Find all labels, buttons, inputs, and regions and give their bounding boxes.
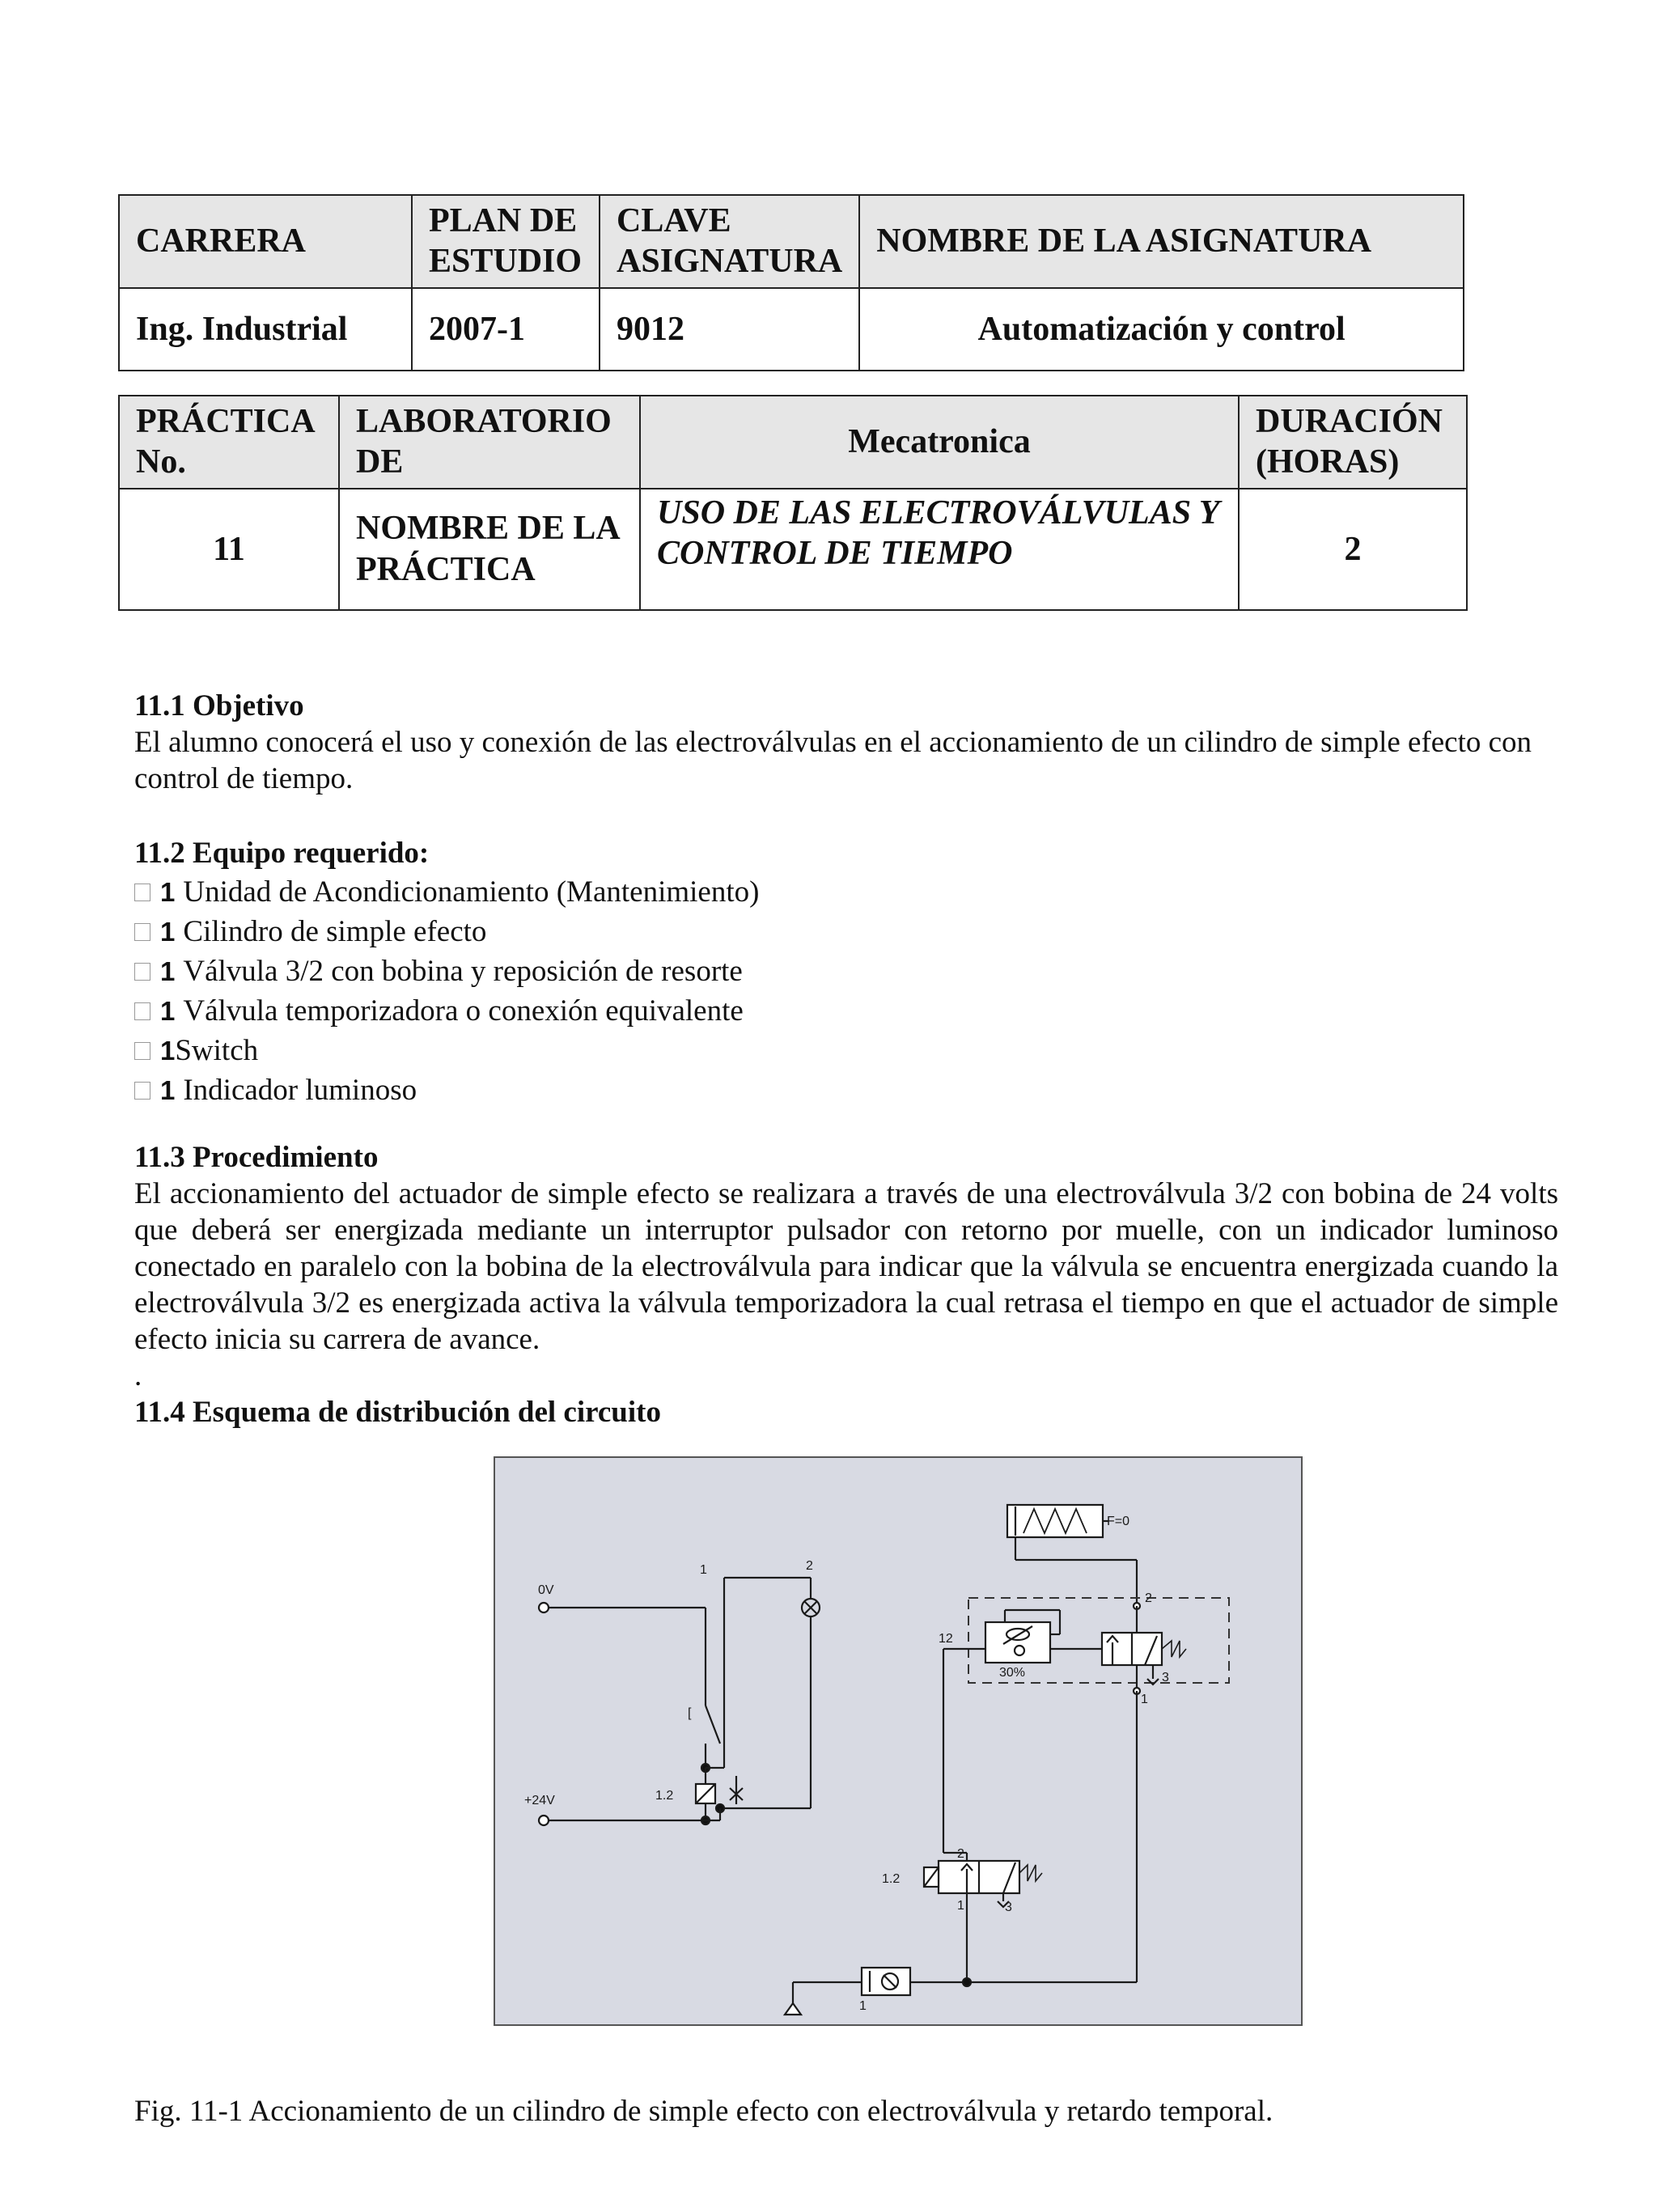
laboratorio-label: LABORATORIO DE (339, 396, 640, 489)
plan-header: PLAN DE ESTUDIO (412, 195, 600, 288)
diagram-background (494, 1457, 1302, 2025)
objetivo-section (134, 688, 1566, 797)
bullet-box-icon (134, 1082, 150, 1100)
label-port-2-top: 2 (1145, 1591, 1152, 1605)
terminal-0v (539, 1603, 549, 1612)
label-f0: F=0 (1107, 1515, 1130, 1528)
terminal-24v (539, 1816, 549, 1825)
equipo-title: 11.2 Equipo requerido: (134, 837, 430, 870)
course-info-table (118, 194, 1464, 371)
label-port-2-bottom: 2 (957, 1847, 964, 1861)
list-item: 1 Válvula temporizadora o conexión equivalente (134, 991, 759, 1031)
procedimiento-section (134, 1139, 1558, 1430)
label-switch: [ (688, 1706, 692, 1720)
circuit-diagram (494, 1456, 1303, 2026)
list-item: 1 Válvula 3/2 con bobina y reposición de resorte (134, 951, 759, 991)
clave-value: 9012 (600, 288, 859, 371)
stray-dot: . (134, 1359, 142, 1392)
carrera-header: CARRERA (119, 195, 412, 288)
practice-info-table (118, 395, 1468, 611)
label-2: 2 (806, 1559, 813, 1573)
objetivo-text: El alumno conocerá el uso y conexión de las electroválvulas en el accionamiento de un cilindro de simple efecto con control de tiempo. (134, 726, 1532, 795)
label-1-2-valve: 1.2 (882, 1872, 901, 1886)
label-port-3-top: 3 (1162, 1671, 1169, 1684)
duracion-value: 2 (1239, 489, 1467, 610)
duracion-label: DURACIÓN (HORAS) (1239, 396, 1467, 489)
objetivo-title: 11.1 Objetivo (134, 689, 304, 723)
procedimiento-text: El accionamiento del actuador de simple efecto se realizara a través de una electroválvula 3/2 con bobina de 24 volts que deberá ser energizada mediante un interruptor pulsador con retorno por muelle, con un indicador luminoso conectado en paralelo con la bobina de la electroválvula para indicar que la válvula se encuentra energizada cuando la electroválvula 3/2 es energizada activa la válvula temporizadora la cual retrasa el tiempo en que el actuador de simple efecto inicia su carrera de avance. (134, 1177, 1558, 1356)
nombre-value: USO DE LAS ELECTROVÁLVULAS Y CONTROL DE TIEMPO (640, 489, 1239, 610)
list-item: 1 Indicador luminoso (134, 1070, 759, 1110)
esquema-title: 11.4 Esquema de distribución del circuito (134, 1396, 661, 1429)
label-1: 1 (700, 1563, 707, 1577)
list-item: 1 Cilindro de simple efecto (134, 912, 759, 951)
laboratorio-value: Mecatronica (640, 396, 1239, 489)
list-item: 1 Unidad de Acondicionamiento (Mantenimiento) (134, 872, 759, 912)
list-item: 1 Switch (134, 1031, 759, 1070)
bullet-box-icon (134, 1002, 150, 1020)
bullet-box-icon (134, 884, 150, 901)
carrera-value: Ing. Industrial (119, 288, 412, 371)
plan-value: 2007-1 (412, 288, 600, 371)
label-port-12: 12 (939, 1632, 953, 1646)
practica-number: 11 (119, 489, 339, 610)
procedimiento-title: 11.3 Procedimiento (134, 1141, 379, 1174)
bullet-box-icon (134, 963, 150, 981)
label-24v: +24V (524, 1794, 555, 1807)
bullet-box-icon (134, 923, 150, 941)
label-port-1-bottom: 1 (957, 1899, 964, 1913)
label-port-3-bottom: 3 (1005, 1901, 1012, 1914)
bullet-box-icon (134, 1042, 150, 1060)
asignatura-value: Automatización y control (859, 288, 1464, 371)
label-port-1-top: 1 (1141, 1693, 1148, 1706)
figure-caption: Fig. 11-1 Accionamiento de un cilindro de simple efecto con electroválvula y retardo temporal. (134, 2095, 1273, 2128)
label-1-2-coil: 1.2 (655, 1789, 674, 1803)
label-filter-1: 1 (859, 1999, 867, 2013)
asignatura-header: NOMBRE DE LA ASIGNATURA (859, 195, 1464, 288)
practica-label: PRÁCTICA No. (119, 396, 339, 489)
equipo-section (134, 835, 759, 1110)
label-30-percent: 30% (999, 1666, 1026, 1680)
clave-header: CLAVE ASIGNATURA (600, 195, 859, 288)
label-0v: 0V (538, 1583, 554, 1597)
nombre-label: NOMBRE DE LA PRÁCTICA (339, 489, 640, 610)
